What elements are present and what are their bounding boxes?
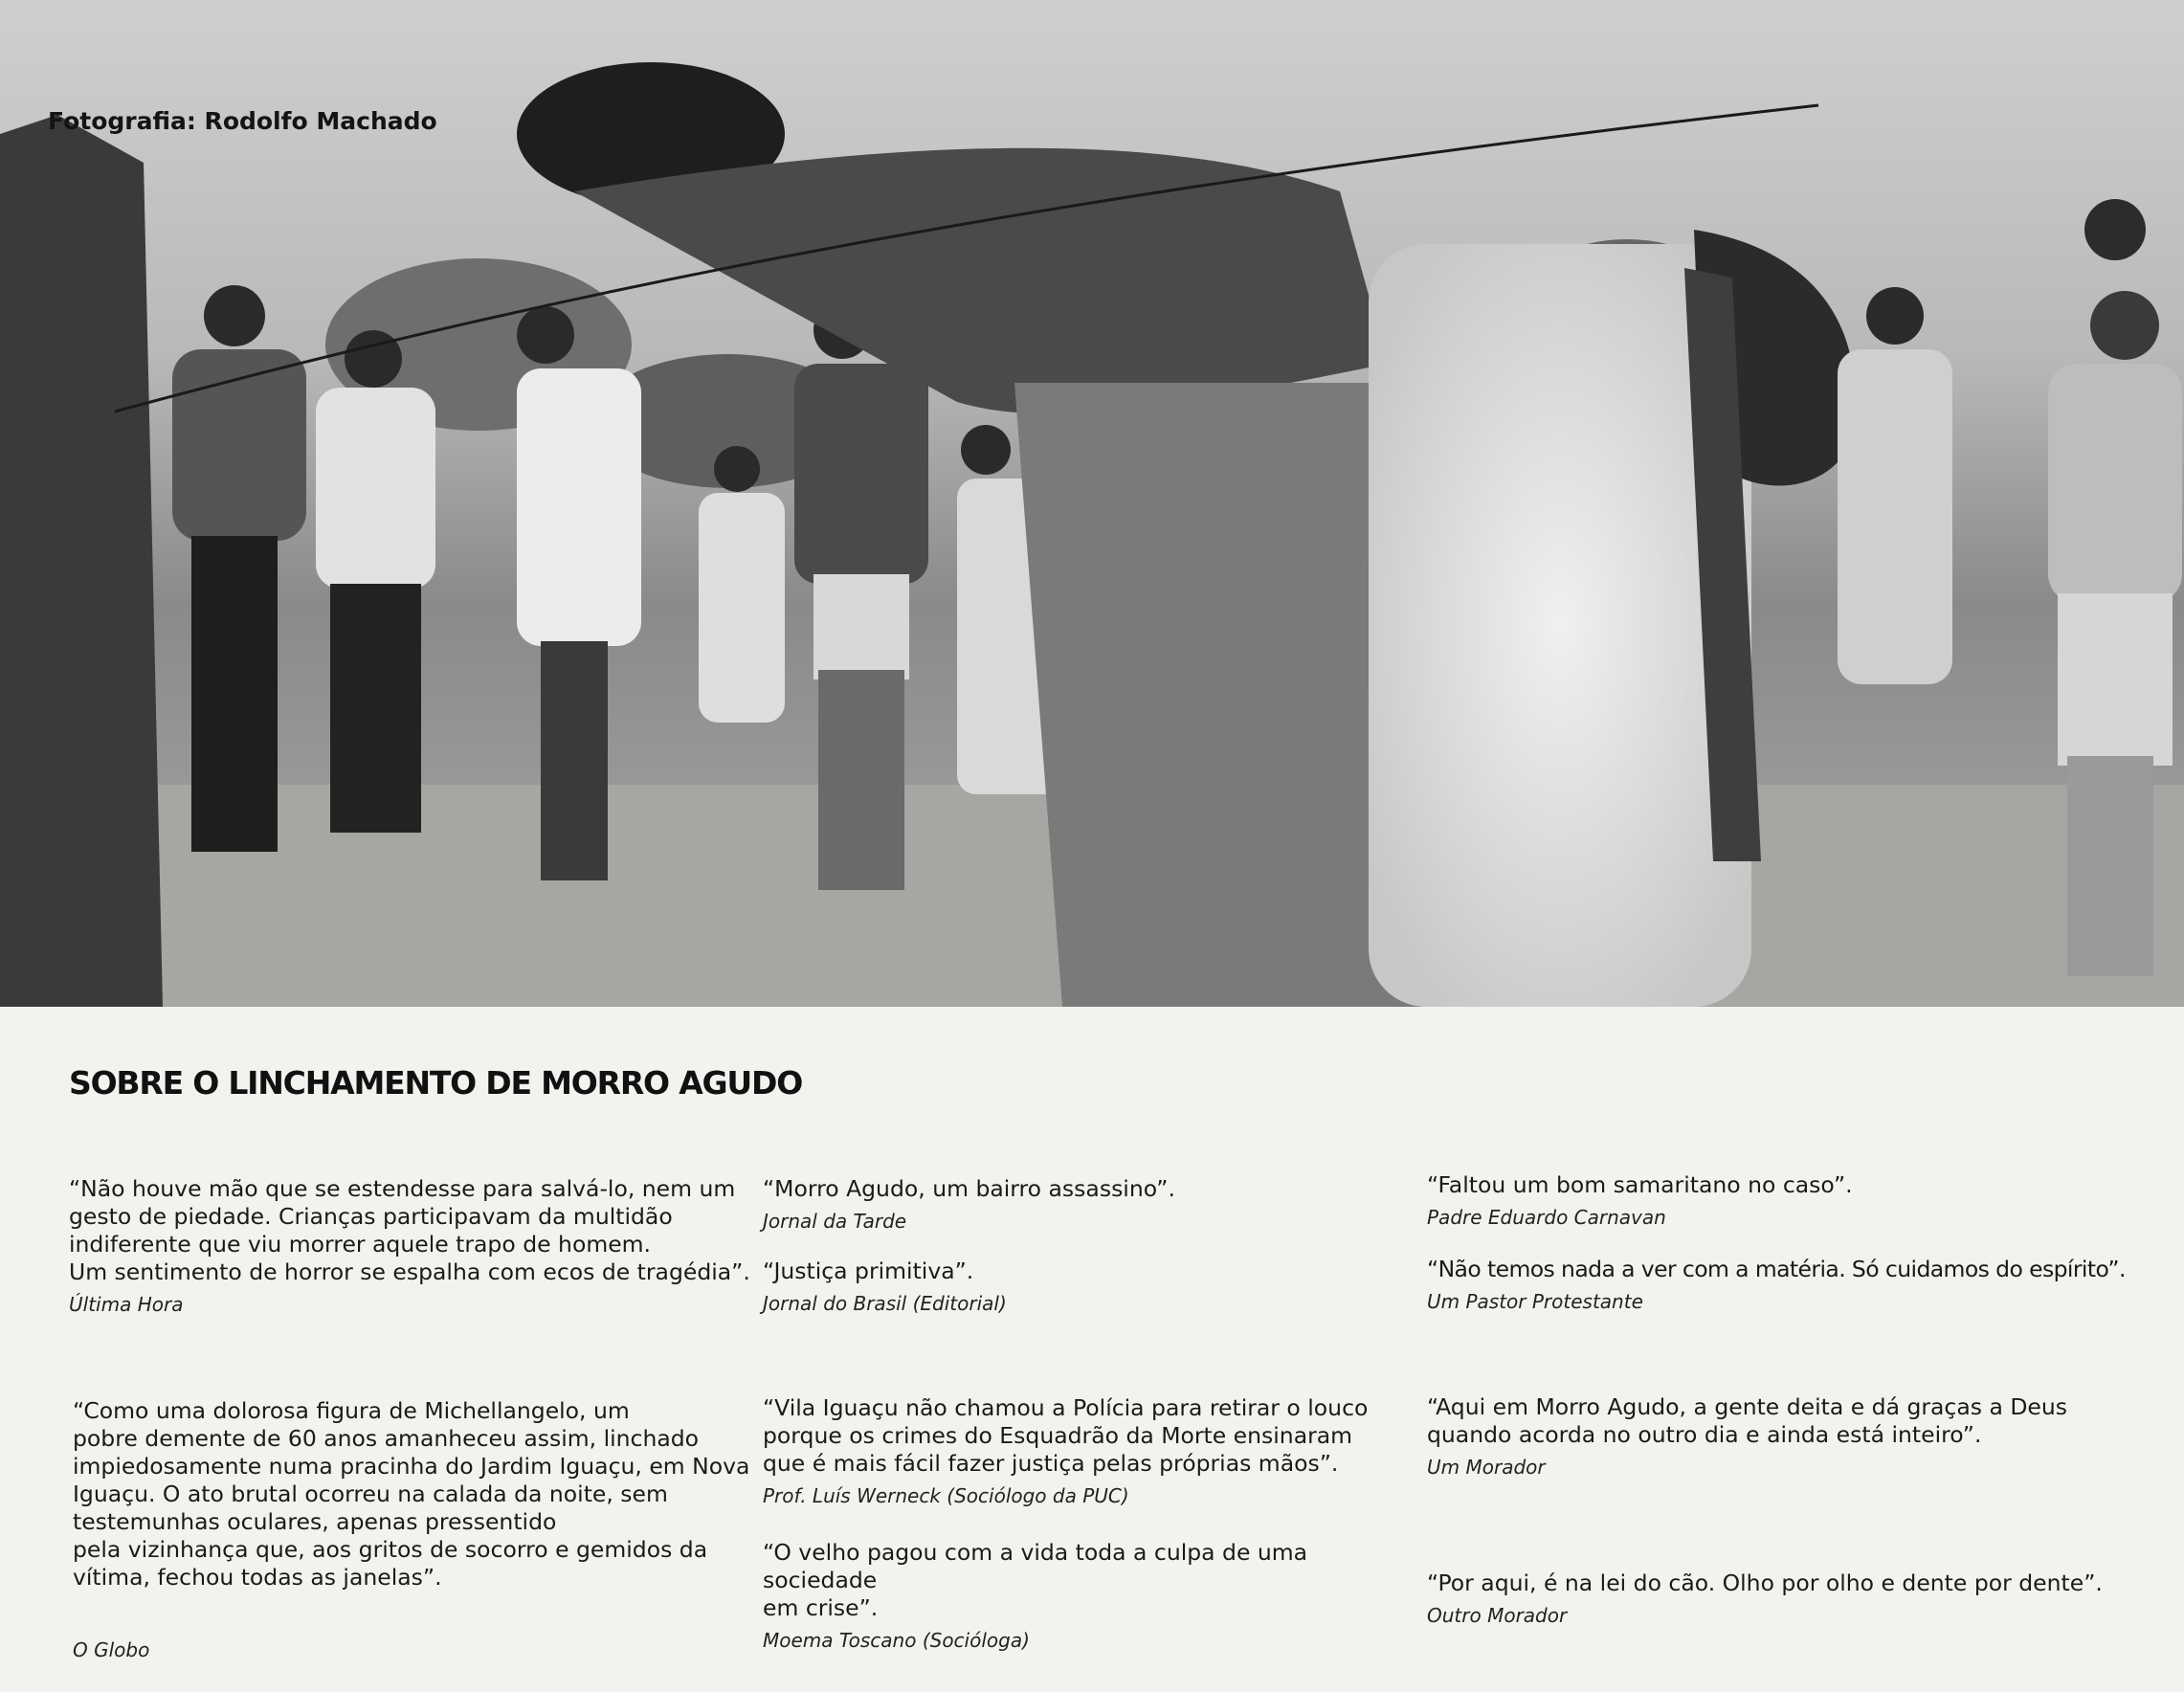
quote-pastor <box>1427 1256 2154 1314</box>
quote-source: Última Hora <box>69 1293 184 1316</box>
quote-text: “Por aqui, é na lei do cão. Olho por olho e dente por dente”. <box>1427 1570 2103 1596</box>
quote-text: “Justiça primitiva”. <box>763 1258 974 1284</box>
quote-text: “O velho pagou com a vida toda a culpa de uma sociedade em crise”. <box>763 1539 1308 1621</box>
quote-source: Jornal da Tarde <box>763 1210 907 1233</box>
headline: SOBRE O LINCHAMENTO DE MORRO AGUDO <box>69 1064 803 1102</box>
quote-outro-morador <box>1427 1570 2154 1628</box>
quote-text: “Faltou um bom samaritano no caso”. <box>1427 1171 1853 1198</box>
quote-morador <box>1427 1393 2154 1480</box>
quote-source: Padre Eduardo Carnavan <box>1427 1206 1666 1229</box>
quote-text: “Aqui em Morro Agudo, a gente deita e dá graças a Deus quando acorda no outro dia e ainda está inteiro”. <box>1427 1393 2068 1448</box>
quote-jornal-da-tarde <box>763 1175 1414 1234</box>
quote-moema-toscano <box>763 1539 1414 1653</box>
quote-luis-werneck <box>763 1394 1414 1508</box>
quote-source: O Globo <box>73 1638 150 1661</box>
quote-ultima-hora <box>69 1175 758 1317</box>
quote-source: Outro Morador <box>1427 1604 1568 1627</box>
quote-source: Moema Toscano (Socióloga) <box>763 1629 1030 1652</box>
quote-source: Prof. Luís Werneck (Sociólogo da PUC) <box>763 1484 1129 1507</box>
quote-source: Um Morador <box>1427 1456 1546 1479</box>
quote-text: “Não temos nada a ver com a matéria. Só cuidamos do espírito”. <box>1427 1256 2126 1282</box>
quote-text: “Morro Agudo, um bairro assassino”. <box>763 1175 1175 1202</box>
quote-text: “Vila Iguaçu não chamou a Polícia para retirar o louco porque os crimes do Esquadrão da Morte ensinaram que é mais fácil fazer justiça pelas próprias mãos”. <box>763 1394 1369 1477</box>
quote-source: Um Pastor Protestante <box>1427 1290 1643 1313</box>
quote-text: “Não houve mão que se estendesse para salvá-lo, nem um gesto de piedade. Crianças participavam da multidão indiferente que viu morrer aquele trapo de homem. Um sentimento de horror se espalha com ecos de tragédia”. <box>69 1175 750 1285</box>
photo-credit: Fotografia: Rodolfo Machado <box>48 107 437 135</box>
quote-padre-eduardo <box>1427 1171 2135 1230</box>
quote-source: Jornal do Brasil (Editorial) <box>763 1292 1007 1315</box>
quote-jornal-do-brasil <box>763 1258 1414 1316</box>
quote-text: “Como uma dolorosa figura de Michellangelo, um pobre demente de 60 anos amanheceu assim, linchado impiedosamente numa pracinha do Jardim Iguaçu, em Nova Iguaçu. O ato brutal ocorreu na calada da noite, sem testemunhas oculares, apenas pressentido pela vizinhança que, aos gritos de socorro e gemidos da vítima, fechou todas as janelas”. <box>73 1397 750 1591</box>
quote-o-globo <box>73 1397 762 1662</box>
